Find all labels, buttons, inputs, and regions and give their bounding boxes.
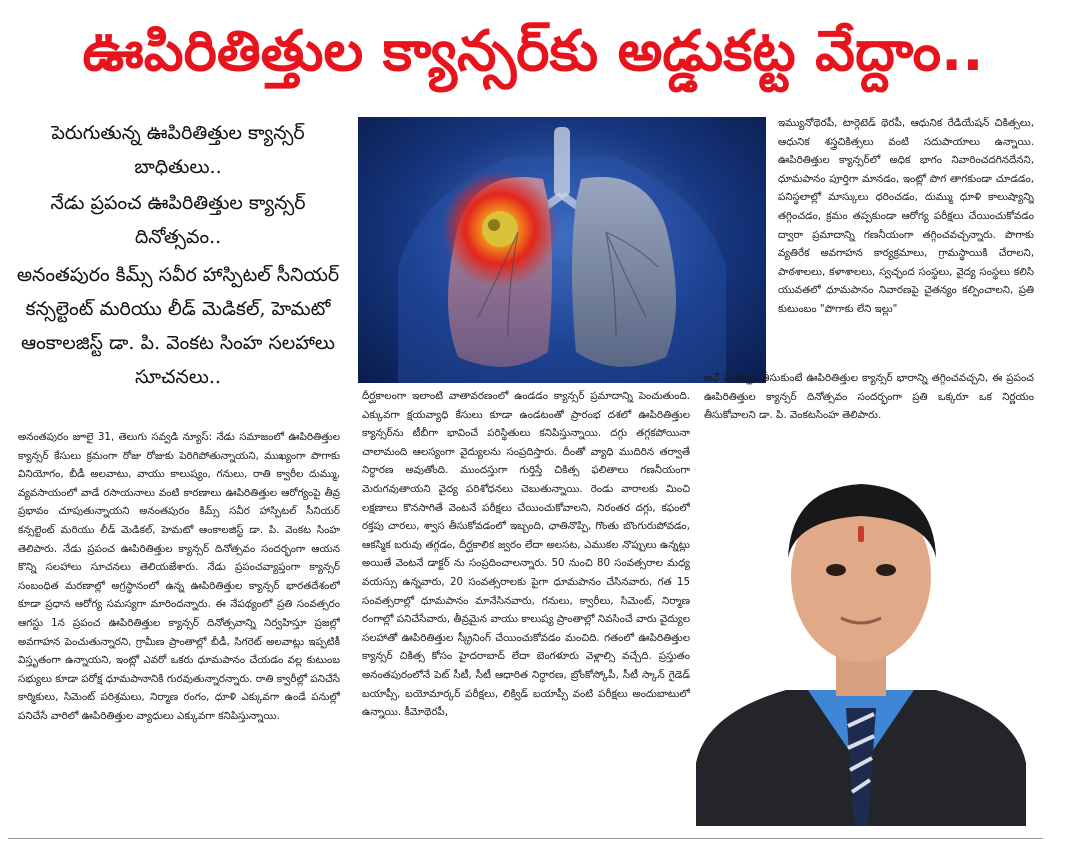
subheading-cancer-day: నేడు ప్రపంచ ఊపిరితిత్తుల క్యాన్సర్ దినోత్సవం..	[50, 192, 306, 248]
subheading-patients: పెరుగుతున్న ఊపిరితిత్తుల క్యాన్సర్ బాధితులు..	[51, 122, 305, 178]
headline: ఊపిరితిత్తుల క్యాన్సర్‌కు అడ్డుకట్ట వేద్దాం..	[82, 19, 984, 84]
lung-tumor-illustration-icon	[358, 117, 766, 383]
article-column-1: అనంతపురం జూలై 31, తెలుగు సవ్వడి న్యూస్: నేడు సమాజంలో ఊపిరితిత్తుల క్యాన్సర్ కేసులు క్రమంగా రోజు రోజుకు పెరిగిపోతున్నాయని, ముఖ్యంగా పొగాకు వినియోగం, బీడీ అలవాటు, వాయు కాలుష్యం, గనులు, రాతి క్వారీల దుమ్ము, వ్యవసాయంలో వాడే రసాయనాలు వంటి కారణాలు ఊపిరితిత్తుల ఆరోగ్యంపై తీవ్ర ప్రభావం చూపుతున్నాయని అనంతపురం కిమ్స్ సవీర హాస్పిటల్ సీనియర్ కన్సల్టెంట్ మరియు లీడ్ మెడికల్, హెమటో ఆంకాలజిస్ట్ డా. పి. వెంకట సింహ తెలిపారు. నేడు ప్రపంచ ఊపిరితిత్తుల క్యాన్సర్ దినోత్సవం సందర్భంగా ఆయన కొన్ని సలహాలు సూచనలు తెలియజేశారు. నేడు ప్రపంచవ్యాప్తంగా క్యాన్సర్ సంబంధిత మరణాల్లో అగ్రస్థానంలో ఉన్న ఊపిరితిత్తుల క్యాన్సర్ భారతదేశంలో కూడా ప్రధాన ఆరోగ్య సమస్యగా మారిందన్నారు. ఈ నేపథ్యంలో ప్రతి సంవత్సరం ఆగస్టు 1న ప్రపంచ ఊపిరితిత్తుల క్యాన్సర్ దినోత్సవాన్ని నిర్వహిస్తూ ప్రజల్లో అవగాహన పెంచుతున్నారని, గ్రామీణ ప్రాంతాల్లో బీడీ, సిగరెట్ అలవాట్లు ఇప్పటికీ విస్తృతంగా ఉన్నాయని, ఇంట్లో ఎవరో ఒకరు ధూమపానం చేయడం వల్ల కుటుంబ సభ్యులు కూడా పరోక్ష ధూమపానానికి గురవుతున్నారన్నారు. రాతి క్వారీల్లో పనిచేసే కార్మికులు, సిమెంట్ పరిశ్రమలు, నిర్మాణ రంగం, ధూళి ఎక్కువగా ఉండే పనుల్లో పనిచేసే వారిలో ఊపిరితిత్తుల వ్యాధులు ఎక్కువగా కనిపిస్తున్నాయి.	[18, 431, 340, 722]
article-column-3-top: ఇమ్యునోథెరపీ, టార్గెటెడ్ థెరపీ, ఆధునిక రేడియేషన్ చికిత్సలు, ఆధునిక శస్త్రచికిత్సలు వంటి సదుపాయాలు ఉన్నాయి. ఊపిరితిత్తుల క్యాన్సర్‌లో అధిక భాగం నివారించదగినదేనని, ధూమపానం పూర్తిగా మానడం, ఇంట్లో పొగ తాగకుండా చూడడం, పనిస్థలాల్లో మాస్కులు ధరించడం, దుమ్ము ధూళి కాలుష్యాన్ని తగ్గించడం, క్రమం తప్పకుండా ఆరోగ్య పరీక్షలు చేయించుకోవడం ద్వారా ప్రమాదాన్ని గణనీయంగా తగ్గించవచ్చన్నారు. పొగాకు వ్యతిరేక అవగాహన కార్యక్రమాలు, గ్రామస్థాయికి చేరాలని, పాఠశాలలు, కళాశాలలు, స్వచ్ఛంద సంస్థలు, వైద్య సంస్థలు కలిసి యువతలో ధూమపానం నివారణపై చైతన్యం కల్పించాలని, ప్రతి కుటుంబం "పొగాకు లేని ఇల్లు"	[778, 117, 1034, 315]
doctor-portrait-icon	[696, 458, 1026, 826]
article-column-2: దీర్ఘకాలంగా ఇలాంటి వాతావరణంలో ఉండడం క్యాన్సర్ ప్రమాదాన్ని పెంచుతుంది. ఎక్కువగా క్షయవ్యాధి కేసులు కూడా ఉండటంతో ప్రారంభ దశలో ఊపిరితిత్తుల క్యాన్సర్‌ను టీబీగా భావించే పరిస్థితులు కనిపిస్తున్నాయి. దగ్గు తగ్గకపోయినా చాలామంది ఆలస్యంగా వైద్యులను సంప్రదిస్తారు. దీంతో వ్యాధి ముదిరిన తర్వాతే నిర్ధారణ అవుతోంది. ముందస్తుగా గుర్తిస్తే చికిత్స ఫలితాలు గణనీయంగా మెరుగవుతాయని వైద్య పరిశోధనలు చెబుతున్నాయి. రెండు వారాలకు మించి లక్షణాలు కొనసాగితే వెంటనే పరీక్షలు చేయించుకోవాలని, నిరంతర దగ్గు, కఫంలో రక్తపు చారలు, శ్వాస తీసుకోవడంలో ఇబ్బంది, ఛాతినొప్పి, గొంతు బొంగురుపోవడం, ఆకస్మిక బరువు తగ్గడం, దీర్ఘకాలిక జ్వరం లేదా అలసట, ఎముకల నొప్పులు ఉన్నట్లు అయితే వెంటనే డాక్టర్ ను సంప్రదించాలన్నారు. 50 నుంచి 80 సంవత్సరాల మధ్య వయస్సు ఉన్నవారు, 20 సంవత్సరాలకు పైగా ధూమపానం చేసినవారు, గత 15 సంవత్సరాల్లో ధూమపానం మానేసినవారు, గనులు, క్వారీలు, సిమెంట్, నిర్మాణ రంగాల్లో పనిచేసేవారు, తీవ్రమైన వాయు కాలుష్య ప్రాంతాల్లో నివసించే వారు వైద్యుల సలహాతో ఊపిరితిత్తుల స్క్రీనింగ్ చేయించుకోవడం మంచిది. గతంలో ఊపిరితిత్తుల క్యాన్సర్ చికిత్స కోసం హైదరాబాద్ లేదా బెంగళూరు వెళ్లాల్సి వచ్చేది. ప్రస్తుతం అనంతపురంలోనే పెట్ సీటీ, సీటీ ఆధారిత నిర్ధారణ, బ్రోంకోస్కోపీ, సీటీ స్కాన్ గైడెడ్ బయాప్సీ, బయోమార్కర్ పరీక్షలు, లిక్విడ్ బయాప్సీ వంటి పరీక్షలు అందుబాటులో ఉన్నాయి. కీమోథెరపీ,	[362, 390, 690, 719]
subheading-doctor-advice: అనంతపురం కిమ్స్ సవీర హాస్పిటల్ సీనియర్ కన్సల్టెంట్ మరియు లీడ్ మెడికల్, హెమటో ఆంకాలజిస్ట్ డా. పి. వెంకట సింహ సలహాలు సూచనలు..	[16, 264, 340, 388]
bottom-divider	[8, 838, 1043, 839]
article-column-3-bottom: అనే సంకల్పం తీసుకుంటే ఊపిరితిత్తుల క్యాన్సర్ భారాన్ని తగ్గించవచ్చని, ఈ ప్రపంచ ఊపిరితిత్తుల క్యాన్సర్ దినోత్సవం సందర్భంగా ప్రతి ఒక్కరూ ఒక నిర్ణయం తీసుకోవాలని డా. పి. వెంకటసింహ తెలిపారు.	[704, 372, 1034, 422]
